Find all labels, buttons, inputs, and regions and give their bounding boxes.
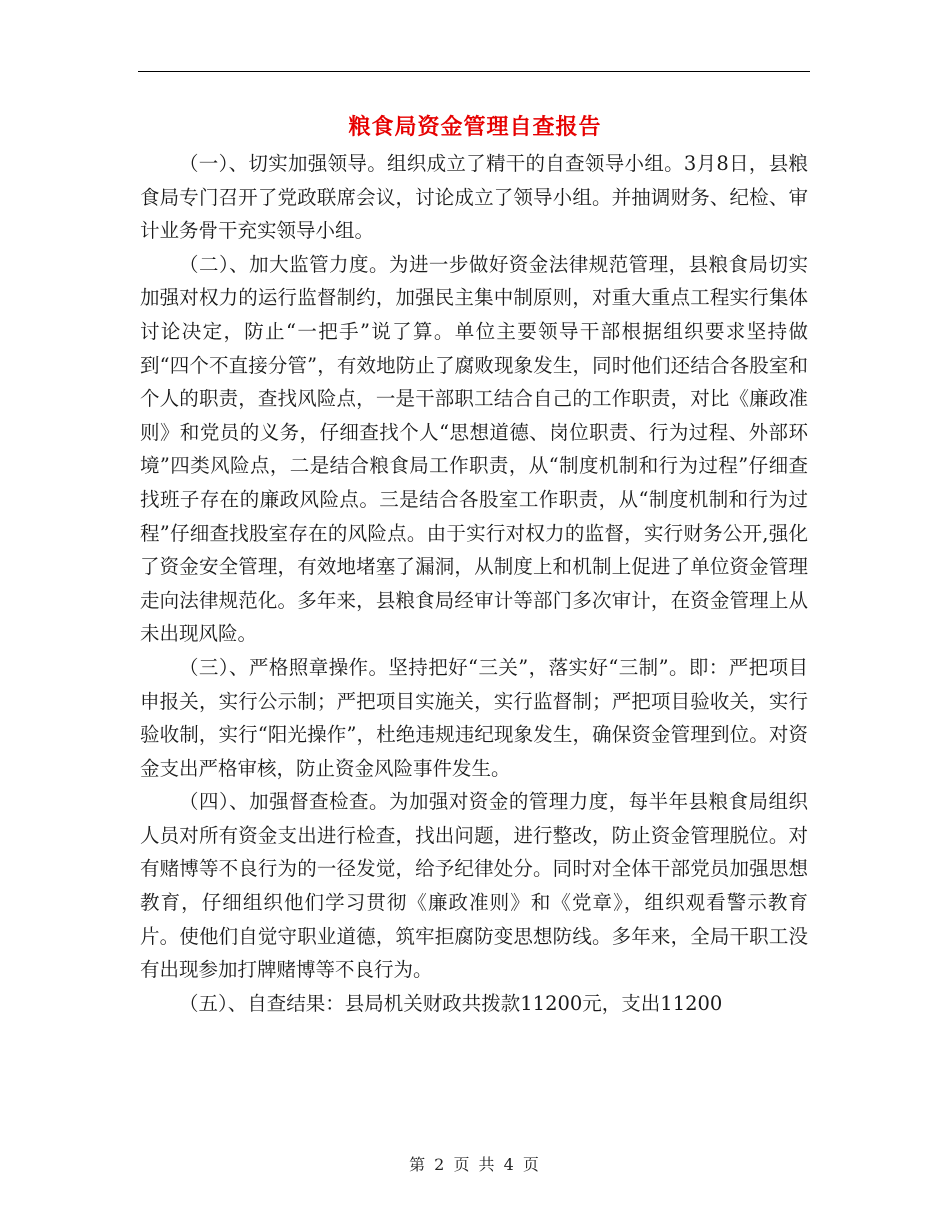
paragraph-4: （四）、加强督查检查。为加强对资金的管理力度，每半年县粮食局组织人员对所有资金支出进行检查，找出问题，进行整改，防止资金管理脱位。对有赌博等不良行为的一径发觉，给予纪律处分。同时对全体干部党员加强思想教育，仔细组织他们学习贯彻《廉政准则》和《党章》，组织观看警示教育片。使他们自觉守职业道德，筑牢拒腐防变思想防线。多年来，全局干职工没有出现参加打牌赌博等不良行为。 bbox=[140, 790, 808, 982]
paragraph-3: （三）、严格照章操作。坚持把好“三关”，落实好“三制”。即：严把项目申报关，实行公示制；严把项目实施关，实行监督制；严把项目验收关，实行验收制，实行“阳光操作”，杜绝违规违纪现象发生，确保资金管理到位。对资金支出严格审核，防止资金风险事件发生。 bbox=[140, 655, 808, 780]
paragraph-5: （五）、自查结果：县局机关财政共拨款11200元，支出11200 bbox=[179, 991, 723, 1015]
paragraph-1: （一）、切实加强领导。组织成立了精干的自查领导小组。3月8日，县粮食局专门召开了党政联席会议，讨论成立了领导小组。并抽调财务、纪检、审计业务骨干充实领导小组。 bbox=[140, 152, 808, 243]
page-number: 第 2 页 共 4 页 bbox=[409, 1155, 541, 1174]
document-body bbox=[140, 147, 808, 1020]
paragraph-2: （二）、加大监管力度。为进一步做好资金法律规范管理，县粮食局切实加强对权力的运行监督制约，加强民主集中制原则，对重大重点工程实行集体讨论决定，防止“一把手”说了算。单位主要领导干部根据组织要求坚持做到“四个不直接分管”，有效地防止了腐败现象发生，同时他们还结合各股室和个人的职责，查找风险点，一是干部职工结合自己的工作职责，对比《廉政准则》和党员的义务，仔细查找个人“思想道德、岗位职责、行为过程、外部环境”四类风险点，二是结合粮食局工作职责，从“制度机制和行为过程”仔细查找班子存在的廉政风险点。三是结合各股室工作职责，从“制度机制和行为过程”仔细查找股室存在的风险点。由于实行对权力的监督，实行财务公开,强化了资金安全管理，有效地堵塞了漏洞，从制度上和机制上促进了单位资金管理走向法律规范化。多年来，县粮食局经审计等部门多次审计，在资金管理上从未出现风险。 bbox=[140, 252, 808, 646]
document-title: 粮食局资金管理自查报告 bbox=[348, 115, 602, 140]
header-rule bbox=[138, 71, 810, 72]
